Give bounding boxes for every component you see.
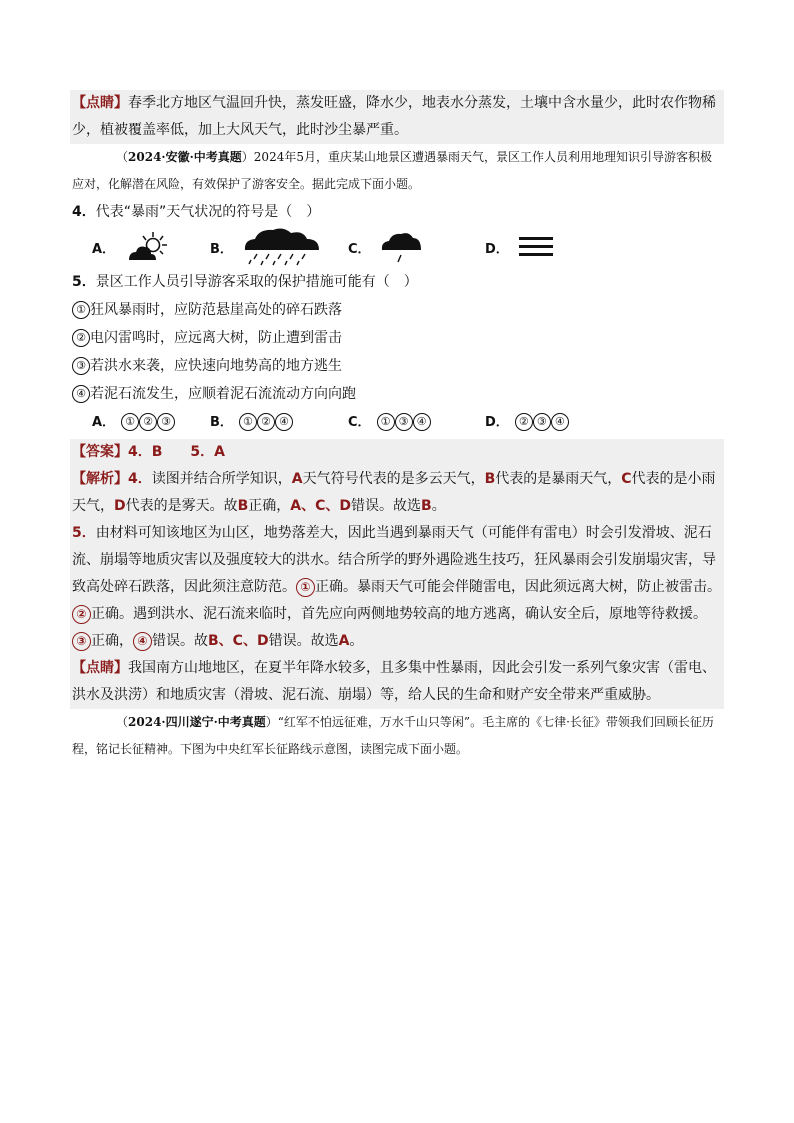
source-year: 2024: [128, 715, 162, 729]
question-source-1: （2024·安徽·中考真题）2024年5月，重庆某山地景区遭遇暴雨天气，景区工作人员利用地理知识引导游客积极应对，化解潜在风险，有效保护了游客安全。据此完成下面小题。: [72, 150, 712, 191]
question-5-choices: [70, 408, 724, 436]
heavy-rain-icon: [241, 226, 323, 268]
option-d[interactable]: D．: [485, 226, 555, 268]
source-text: “红军不怕远征难，万水千山只等闲”。毛主席的《七律·长征》带领我们回顾长征历程，铭记长征精神。下图为中央红军长征路线示意图，读图完成下面小题。: [72, 715, 714, 756]
question-4: 4．代表“暴雨”天气状况的符号是（ ）: [72, 204, 321, 220]
answer-5: 5．A: [190, 444, 225, 460]
question-5: 5．景区工作人员引导游客采取的保护措施可能有（ ）: [72, 274, 418, 290]
statement-3: ③ 若洪水来袭，应快速向地势高的地方逃生: [70, 352, 724, 380]
source-text: 2024年5月，重庆某山地景区遭遇暴雨天气，景区工作人员利用地理知识引导游客积极应对，化解潜在风险，有效保护了游客安全。据此完成下面小题。: [72, 150, 712, 191]
tip-text: 春季北方地区气温回升快，蒸发旺盛，降水少，地表水分蒸发，土壤中含水量少，此时农作物稀少，植被覆盖率低，加上大风天气，此时沙尘暴严重。: [72, 95, 716, 138]
question-4-options: [70, 226, 724, 268]
tip-block-2: 【点睛】我国南方山地地区，在夏半年降水较多，且多集中性暴雨，因此会引发一系列气象灾害（雷电、洪水及洪涝）和地质灾害（滑坡、泥石流、崩塌）等，给人民的生命和财产安全带来严重威胁。: [70, 655, 724, 709]
source-place: ·四川遂宁·中考真题: [161, 715, 266, 729]
choice-a[interactable]: A． ① ② ③: [92, 408, 175, 437]
analysis-4: 【解析】4．读图并结合所学知识，A天气符号代表的是多云天气，B代表的是暴雨天气，C代表的是小雨天气，D代表的是雾天。故B正确，A、C、D错误。故选B。: [70, 466, 724, 520]
partly-cloudy-icon: [123, 230, 173, 264]
answer-4: 4．B: [128, 444, 163, 460]
option-a[interactable]: A．: [92, 226, 173, 268]
tip-tag: 【点睛】: [72, 95, 128, 111]
fog-icon: [517, 233, 555, 261]
option-c[interactable]: C．: [348, 226, 425, 268]
choice-d[interactable]: D． ② ③ ④: [485, 408, 569, 437]
tip-block-1: [70, 90, 724, 144]
document-page: [70, 90, 724, 763]
choice-b[interactable]: B． ① ② ④: [210, 408, 293, 437]
source-year: 2024: [128, 150, 162, 164]
analysis-5: 5．由材料可知该地区为山区，地势落差大，因此当遇到暴雨天气（可能伴有雷电）时会引发滑坡、泥石流、崩塌等地质灾害以及强度较大的洪水。结合所学的野外遇险逃生技巧，狂风暴雨会引发崩塌灾害，导致高处碎石跌落，因此须注意防范。 ① 正确。暴雨天气可能会伴随雷电，因此须远离大树，防止被雷击。② 正确。遇到洪水、泥石流来临时，首先应向两侧地势较高的地方逃离，确认安全后，原地等待救援。③ 正确， ④ 错误。故B、C、D错误。故选A。: [70, 520, 724, 655]
statement-2: ② 电闪雷鸣时，应远离大树，防止遭到雷击: [70, 324, 724, 352]
light-rain-icon: [379, 228, 425, 266]
source-place: ·安徽·中考真题: [161, 150, 242, 164]
choice-c[interactable]: C． ① ③ ④: [348, 408, 431, 437]
answer-block: 【答案】4．B 5．A: [70, 439, 724, 466]
option-b[interactable]: B．: [210, 226, 323, 268]
question-source-2: （2024·四川遂宁·中考真题）“红军不怕远征难，万水千山只等闲”。毛主席的《七律·长征》带领我们回顾长征历程，铭记长征精神。下图为中央红军长征路线示意图，读图完成下面小题。: [72, 715, 714, 756]
statement-1: ① 狂风暴雨时，应防范悬崖高处的碎石跌落: [70, 296, 724, 324]
statement-4: ④ 若泥石流发生，应顺着泥石流流动方向向跑: [70, 380, 724, 408]
